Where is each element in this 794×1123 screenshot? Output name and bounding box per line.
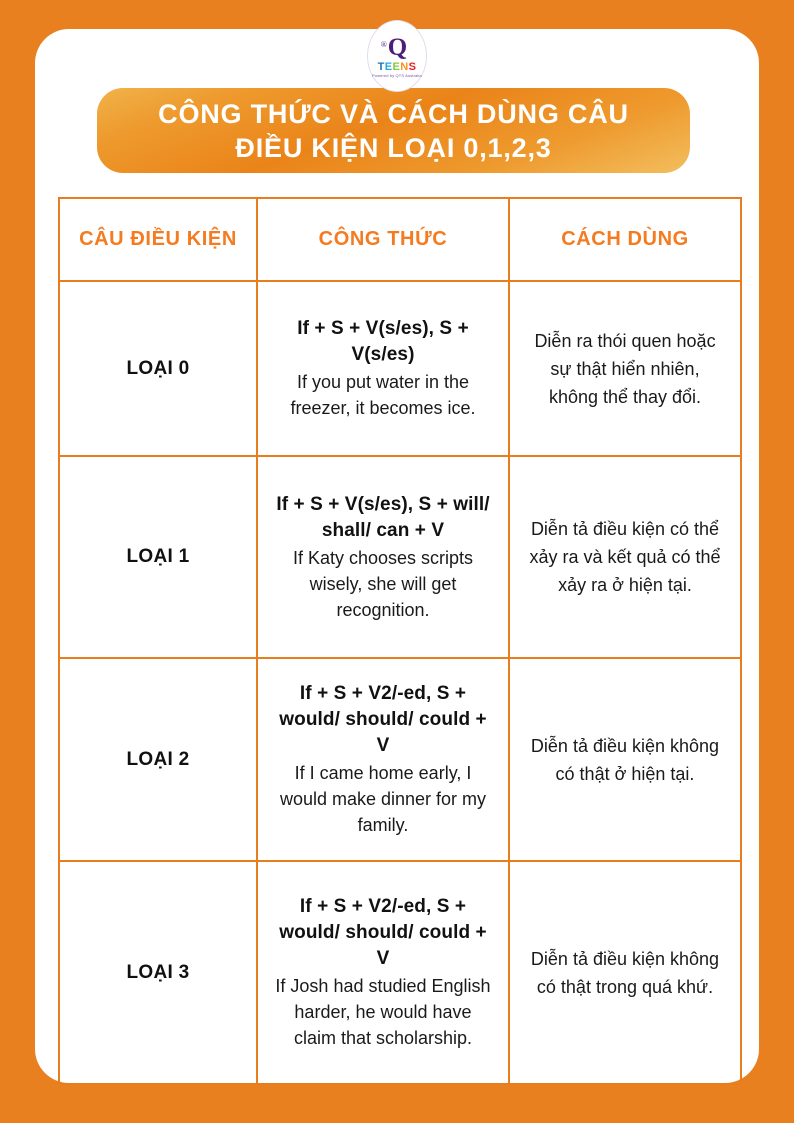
formula-text: If + S + V(s/es), S + will/ shall/ can + V bbox=[276, 493, 490, 541]
cell-usage: Diễn tả điều kiện có thể xảy ra và kết quả có thể xảy ra ở hiện tại. bbox=[509, 456, 741, 658]
formula-example: If Katy chooses scripts wisely, she will get recognition. bbox=[292, 547, 474, 620]
logo-q-letter: Q bbox=[387, 33, 407, 61]
cell-formula bbox=[257, 658, 509, 861]
logo-tagline: Powered by QTS Australia bbox=[372, 72, 422, 78]
logo-letter-3: N bbox=[400, 60, 409, 73]
conditionals-table bbox=[58, 197, 742, 1085]
qts-teens-logo bbox=[367, 20, 427, 92]
table-row bbox=[59, 281, 741, 456]
cell-usage: Diễn tả điều kiện không có thật ở hiện tại. bbox=[509, 658, 741, 861]
table-header-row bbox=[59, 198, 741, 281]
cell-formula bbox=[257, 281, 509, 456]
formula-text: If + S + V2/-ed, S + would/ should/ could + V bbox=[279, 683, 487, 756]
logo-letter-1: E bbox=[384, 60, 393, 73]
cell-type: LOẠI 0 bbox=[59, 281, 257, 456]
formula-text: If + S + V2/-ed, S + would/ should/ could + V bbox=[279, 896, 487, 969]
cell-type: LOẠI 2 bbox=[59, 658, 257, 861]
table-row bbox=[59, 861, 741, 1084]
formula-example: If you put water in the freezer, it becomes ice. bbox=[290, 372, 476, 418]
table-row bbox=[59, 456, 741, 658]
cell-type: LOẠI 3 bbox=[59, 861, 257, 1084]
registered-mark-icon: ® bbox=[380, 39, 386, 49]
title-banner bbox=[97, 88, 690, 173]
logo-monogram-q bbox=[380, 33, 407, 61]
page-title-line-2: ĐIỀU KIỆN LOẠI 0,1,2,3 bbox=[235, 132, 552, 163]
logo-letter-2: E bbox=[392, 60, 401, 73]
logo-letter-4: S bbox=[408, 60, 417, 73]
formula-example: If I came home early, I would make dinner for my family. bbox=[279, 763, 487, 835]
cell-formula bbox=[257, 456, 509, 658]
column-header-type: CÂU ĐIỀU KIỆN bbox=[59, 198, 257, 281]
cell-formula bbox=[257, 861, 509, 1084]
cell-usage: Diễn tả điều kiện không có thật trong quá khứ. bbox=[509, 861, 741, 1084]
column-header-formula: CÔNG THỨC bbox=[257, 198, 509, 281]
cell-type: LOẠI 1 bbox=[59, 456, 257, 658]
column-header-usage: CÁCH DÙNG bbox=[509, 198, 741, 281]
formula-text: If + S + V(s/es), S + V(s/es) bbox=[297, 318, 469, 365]
page-title-line-1: CÔNG THỨC VÀ CÁCH DÙNG CÂU bbox=[158, 98, 629, 129]
logo-brand-teens bbox=[378, 61, 417, 73]
formula-example: If Josh had studied English harder, he would have claim that scholarship. bbox=[275, 976, 491, 1048]
table-row bbox=[59, 658, 741, 861]
logo-letter-0: T bbox=[377, 60, 385, 73]
cell-usage: Diễn ra thói quen hoặc sự thật hiển nhiên, không thể thay đổi. bbox=[509, 281, 741, 456]
